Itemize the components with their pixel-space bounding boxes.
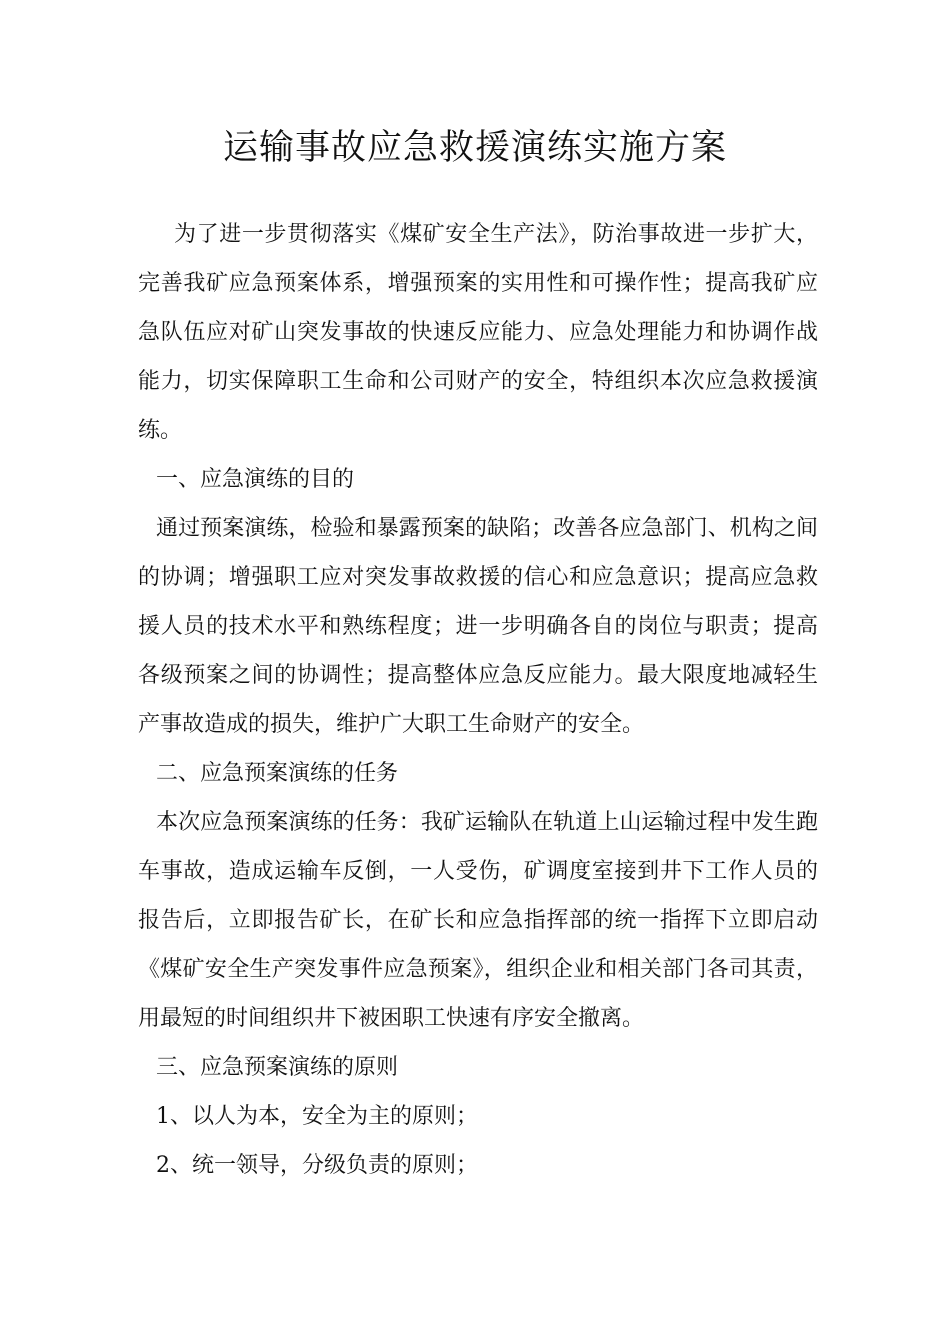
intro-paragraph: 为了进一步贯彻落实《煤矿安全生产法》，防治事故进一步扩大，完善我矿应急预案体系，增强预案的实用性和可操作性；提高我矿应急队伍应对矿山突发事故的快速反应能力、应急处理能力和协调作战能力，切实保障职工生命和公司财产的安全，特组织本次应急救援演练。: [138, 222, 818, 443]
section-body-purpose: 通过预案演练，检验和暴露预案的缺陷；改善各应急部门、机构之间的协调；增强职工应对突发事故救援的信心和应急意识；提高应急救援人员的技术水平和熟练程度；进一步明确各自的岗位与职责；提高各级预案之间的协调性；提高整体应急反应能力。最大限度地减轻生产事故造成的损失，维护广大职工生命财产的安全。: [138, 516, 818, 737]
principle-item: 1、以人为本，安全为主的原则；: [156, 1104, 478, 1129]
section-body-task: 本次应急预案演练的任务：我矿运输队在轨道上山运输过程中发生跑车事故，造成运输车反倒，一人受伤，矿调度室接到井下工作人员的报告后，立即报告矿长，在矿长和应急指挥部的统一指挥下立即启动《煤矿安全生产突发事件应急预案》，组织企业和相关部门各司其责，用最短的时间组织井下被困职工快速有序安全撤离。: [138, 810, 818, 1031]
document-title: 运输事故应急救援演练实施方案: [222, 128, 727, 168]
section-heading-task: 二、应急预案演练的任务: [156, 761, 399, 786]
document-body: [138, 210, 818, 1190]
principle-item: 2、统一领导，分级负责的原则；: [156, 1153, 478, 1178]
section-heading-principles: 三、应急预案演练的原则: [156, 1055, 399, 1080]
section-heading-purpose: 一、应急演练的目的: [156, 467, 355, 492]
